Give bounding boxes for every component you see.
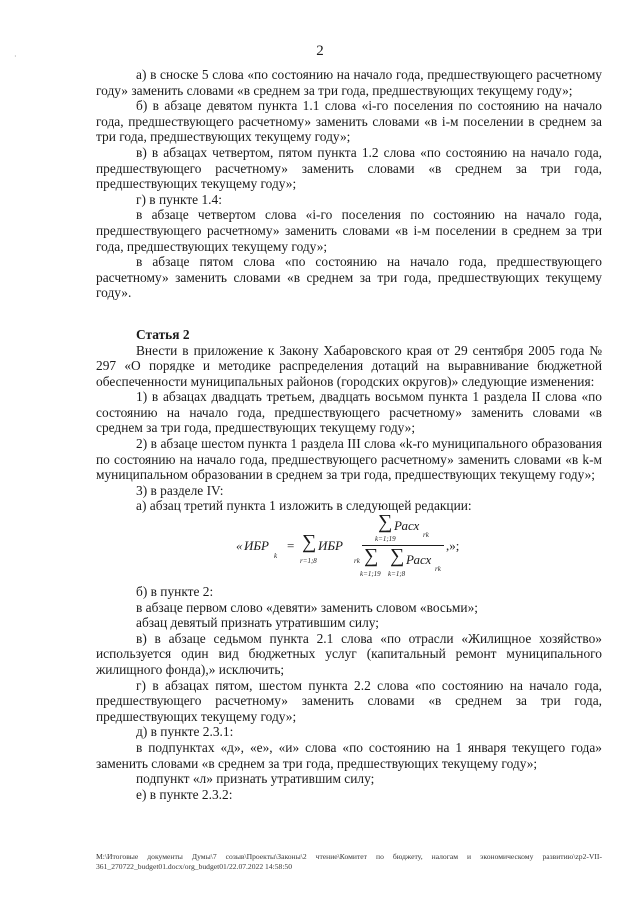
formula-equals: = <box>287 538 295 554</box>
formula-mid-sub: rk <box>354 557 360 566</box>
formula-sum: ∑ <box>302 531 317 554</box>
paragraph: б) в абзаце девятом пункта 1.1 слова «i-го поселения по состоянию на начало года, предшествующего расчетному» заменить словами «в i-м поселении в среднем за три года, предшествующих текущему году»; <box>96 98 602 145</box>
formula-den-sum2-sub: k=1;8 <box>388 570 406 579</box>
paragraph: е) в пункте 2.3.2: <box>136 786 233 802</box>
paragraph: д) в пункте 2.3.1: <box>136 724 234 740</box>
formula-den-term-sub: rk <box>435 565 441 574</box>
paragraph: 2) в абзаце шестом пункта 1 раздела III слова «k-го муниципального образования по состоянию на начало года, предшествующего расчетному» заменить словами «в k-м муниципальном образовании в среднем за три года, предшествующих текущему году»; <box>96 436 602 483</box>
paragraph: 3) в разделе IV: <box>136 482 224 498</box>
paragraph: в абзаце пятом слова «по состоянию на начало года, предшествующего расчетному» заменить словами «в среднем за три года, предшествующих текущему году». <box>96 254 602 301</box>
formula-num-sum-sub: k=1;19 <box>375 535 396 544</box>
file-path-footer: M:\Итоговые документы Думы\7 созыв\Проекты\Законы\2 чтение\Комитет по бюджету, налогам и экономическому развитию\zp2-VII-361_270722_budget01.docx/org_budget01/22.07.2022 14:58:50 <box>96 852 602 871</box>
formula-lhs: ИБР <box>244 538 269 554</box>
formula-lhs-sub: k <box>274 552 278 561</box>
paragraph: абзац девятый признать утратившим силу; <box>136 615 379 631</box>
paragraph: в абзаце четвертом слова «i-го поселения по состоянию на начало года, предшествующего расчетному» заменить словами «в i-м поселении в среднем за три года, предшествующих текущему году»; <box>96 207 602 254</box>
paragraph: подпункт «л» признать утратившим силу; <box>136 771 375 787</box>
paragraph: в) в абзаце седьмом пункта 2.1 слова «по отрасли «Жилищное хозяйство» используется один вид бюджетных услуг (капитальный ремонт муниципального жилищного фонда),» исключить; <box>96 630 602 677</box>
document-body <box>96 67 602 802</box>
scan-mark: · <box>14 52 17 61</box>
formula-den-sum1-sub: k=1;19 <box>360 570 381 579</box>
article-heading: Статья 2 <box>136 326 190 342</box>
page-number: 2 <box>316 43 324 59</box>
formula-sum-sub: r=1;8 <box>300 557 317 566</box>
paragraph: а) абзац третий пункта 1 изложить в следующей редакции: <box>136 498 472 514</box>
formula-num-sum: ∑ <box>378 511 393 534</box>
paragraph: б) в пункте 2: <box>136 584 214 600</box>
paragraph: а) в сноске 5 слова «по состоянию на начало года, предшествующего расчетному году» заменить словами «в среднем за три года, предшествующих текущему году»; <box>96 67 602 98</box>
paragraph: г) в абзацах пятом, шестом пункта 2.2 слова «по состоянию на начало года, предшествующего расчетному» заменить словами «в среднем за три года, предшествующих текущему году»; <box>96 677 602 724</box>
formula-den-sum2: ∑ <box>390 545 405 568</box>
paragraph: г) в пункте 1.4: <box>136 191 222 207</box>
formula-mid: ИБР <box>318 538 343 554</box>
formula-den-term: Расх <box>406 552 432 568</box>
paragraph: в абзаце первом слово «девяти» заменить словом «восьми»; <box>136 599 478 615</box>
paragraph: 1) в абзацах двадцать третьем, двадцать восьмом пункта 1 раздела II слова «по состоянию на начало года, предшествующего расчетному» заменить словами «в среднем за три года, предшествующих текущему году»; <box>96 389 602 436</box>
formula-num-term: Расх <box>394 518 420 534</box>
paragraph: в подпунктах «д», «е», «и» слова «по состоянию на 1 января текущего года» заменить словами «в среднем за три года, предшествующих текущему году»; <box>96 739 602 771</box>
paragraph: в) в абзацах четвертом, пятом пункта 1.2 слова «по состоянию на начало года, предшествующего расчетному» заменить словами «в среднем за три года, предшествующих текущему году»; <box>96 144 602 192</box>
formula-num-term-sub: rk <box>423 531 429 540</box>
formula <box>96 511 602 584</box>
formula-close: ,»; <box>446 538 460 554</box>
formula-open-quote: « <box>236 538 243 554</box>
paragraph: Внести в приложение к Закону Хабаровского края от 29 сентября 2005 года № 297 «О порядке и методике распределения дотаций на выравнивание бюджетной обеспеченности муниципальных районов (городских округов)» следующие изменения: <box>96 342 602 389</box>
formula-den-sum1: ∑ <box>364 545 379 568</box>
